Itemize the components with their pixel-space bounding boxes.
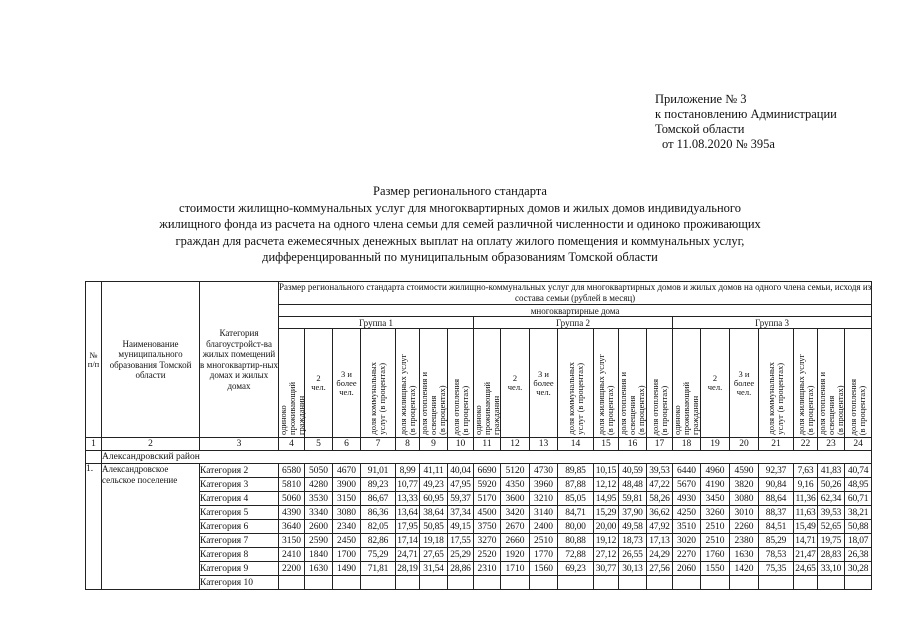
header-standard: Размер регионального стандарта стоимости жилищно-коммунальных услуг для многоквартирных домов и жилых домов на одного члена семьи, исходя из состава семьи (рублей в месяц) (279, 282, 872, 303)
value-cell: 19,18 (420, 534, 448, 548)
category-cell: Категория 5 (200, 506, 279, 520)
value-cell: 1550 (701, 562, 730, 576)
column-number: 7 (361, 438, 396, 451)
subheader-label: одиноко проживающий гражданин (278, 382, 306, 435)
value-cell: 40,74 (845, 464, 872, 478)
value-cell: 49,15 (448, 520, 474, 534)
value-cell: 2400 (530, 520, 558, 534)
value-cell: 1710 (501, 562, 530, 576)
value-cell: 3080 (730, 492, 759, 506)
value-cell: 6440 (673, 464, 701, 478)
value-cell (501, 576, 530, 590)
column-number: 8 (396, 438, 420, 451)
value-cell: 59,37 (448, 492, 474, 506)
value-cell: 24,71 (397, 549, 418, 560)
value-cell: 17,13 (647, 534, 673, 548)
column-number: 18 (673, 438, 701, 451)
column-number: 5 (305, 438, 333, 451)
category-cell: Категория 6 (200, 520, 279, 534)
value-cell: 71,81 (361, 562, 396, 576)
column-number: 6 (333, 438, 361, 451)
value-cell: 2510 (701, 520, 730, 534)
subheader-g1-heating-lighting-share (420, 329, 448, 438)
value-cell (730, 576, 759, 590)
value-cell (558, 576, 594, 590)
value-cell: 2340 (333, 520, 361, 534)
value-cell: 50,88 (845, 520, 872, 534)
value-cell: 37,90 (619, 506, 647, 520)
value-cell: 27,65 (420, 548, 448, 562)
value-cell: 2200 (279, 562, 305, 576)
district-name: Александровский район (102, 451, 872, 464)
category-cell: Категория 3 (200, 478, 279, 492)
value-cell: 5920 (474, 478, 501, 492)
value-cell: 5670 (673, 478, 701, 492)
value-cell: 14,95 (594, 492, 619, 506)
value-cell: 52,65 (818, 520, 845, 534)
subheader-label: доля отопления (в процентах) (649, 378, 669, 435)
settlement-name: Александровское сельское поселение (102, 464, 200, 590)
header-category: Категория благоустройст-ва жилых помещений в многоквартир-ных домах и жилых домах (200, 282, 279, 438)
value-cell: 5060 (279, 492, 305, 506)
value-cell: 89,23 (361, 478, 396, 492)
value-cell: 49,58 (619, 520, 647, 534)
value-cell: 10,77 (397, 479, 418, 490)
value-cell: 4960 (701, 464, 730, 478)
value-cell: 2410 (279, 548, 305, 562)
value-cell: 17,95 (397, 521, 418, 532)
value-cell: 2260 (730, 520, 759, 534)
value-cell: 26,55 (619, 548, 647, 562)
value-cell: 4930 (673, 492, 701, 506)
header-group-2: Группа 2 (474, 317, 673, 329)
subheader-g3-heating-lighting-share (818, 329, 845, 438)
value-cell: 90,84 (759, 478, 794, 492)
value-cell: 4390 (279, 506, 305, 520)
value-cell: 1840 (305, 548, 333, 562)
value-cell: 47,92 (647, 520, 673, 534)
value-cell: 87,88 (558, 478, 594, 492)
value-cell: 30,28 (845, 562, 872, 576)
value-cell: 2060 (673, 562, 701, 576)
value-cell: 4670 (333, 464, 361, 478)
value-cell: 4250 (673, 506, 701, 520)
subheader-label: доля коммунальных услуг (в процентах) (766, 362, 785, 435)
column-number: 16 (619, 438, 647, 451)
value-cell: 41,11 (420, 464, 448, 478)
value-cell: 2600 (305, 520, 333, 534)
value-cell: 14,71 (795, 535, 816, 546)
category-cell: Категория 9 (200, 562, 279, 576)
column-number: 13 (530, 438, 558, 451)
value-cell: 24,65 (795, 563, 816, 574)
value-cell: 8,99 (396, 464, 420, 478)
value-cell: 5810 (279, 478, 305, 492)
column-number: 10 (448, 438, 474, 451)
table-row (86, 520, 872, 534)
value-cell: 3020 (673, 534, 701, 548)
value-cell: 18,07 (845, 534, 872, 548)
value-cell: 1630 (730, 548, 759, 562)
value-cell (701, 576, 730, 590)
value-cell: 72,88 (558, 548, 594, 562)
subheader-g3-single (673, 329, 701, 438)
value-cell: 2590 (305, 534, 333, 548)
category-cell: Категория 8 (200, 548, 279, 562)
value-cell: 85,29 (759, 534, 794, 548)
value-cell: 9,16 (794, 478, 818, 492)
column-number: 12 (501, 438, 530, 451)
subheader-g3-three: 3 и более чел. (730, 329, 759, 438)
value-cell: 2450 (333, 534, 361, 548)
subheader-label: доля отопления (в процентах) (450, 378, 470, 435)
subheader-label: доля отопления (в процентах) (848, 378, 868, 435)
subheader-g2-two: 2 чел. (501, 329, 530, 438)
value-cell: 6690 (474, 464, 501, 478)
value-cell: 48,95 (845, 478, 872, 492)
subheader-g2-housing-share (594, 329, 619, 438)
column-number: 17 (647, 438, 673, 451)
value-cell: 13,33 (397, 493, 418, 504)
table-row (86, 576, 872, 590)
subheader-g1-single (279, 329, 305, 438)
value-cell: 28,19 (397, 563, 418, 574)
value-cell: 2310 (474, 562, 501, 576)
value-cell: 4190 (701, 478, 730, 492)
value-cell (474, 576, 501, 590)
header-group-3: Группа 3 (673, 317, 872, 329)
value-cell: 69,23 (558, 562, 594, 576)
table-row (86, 464, 872, 478)
subheader-g3-heating-share (845, 329, 872, 438)
value-cell (594, 576, 619, 590)
subheader-label: доля жилищных услуг (в процентах) (397, 353, 417, 435)
subheader-g1-two: 2 чел. (305, 329, 333, 438)
value-cell: 84,51 (759, 520, 794, 534)
subheader-g3-two: 2 чел. (701, 329, 730, 438)
subheader-label: одиноко проживающий гражданин (672, 382, 700, 435)
value-cell: 1770 (530, 548, 558, 562)
value-cell: 60,71 (845, 492, 872, 506)
value-cell: 1420 (730, 562, 759, 576)
column-number: 2 (102, 438, 200, 451)
value-cell: 2510 (701, 534, 730, 548)
title-line-1: Размер регионального стандарта (373, 184, 547, 198)
value-cell: 88,37 (759, 506, 794, 520)
value-cell (448, 576, 474, 590)
value-cell: 84,71 (558, 506, 594, 520)
value-cell: 80,88 (558, 534, 594, 548)
value-cell: 91,01 (361, 464, 396, 478)
value-cell: 27,56 (647, 562, 673, 576)
value-cell (759, 576, 794, 590)
category-cell: Категория 10 (200, 576, 279, 590)
value-cell: 1630 (305, 562, 333, 576)
value-cell (305, 576, 333, 590)
value-cell: 3150 (333, 492, 361, 506)
value-cell: 3150 (279, 534, 305, 548)
value-cell: 60,95 (420, 492, 448, 506)
value-cell: 36,62 (647, 506, 673, 520)
value-cell: 19,75 (818, 534, 845, 548)
value-cell: 1490 (333, 562, 361, 576)
value-cell: 3750 (474, 520, 501, 534)
value-cell: 3340 (305, 506, 333, 520)
settlement-index: 1. (86, 464, 102, 590)
value-cell: 49,23 (420, 478, 448, 492)
column-number: 20 (730, 438, 759, 451)
subheader-g1-communal-share (361, 329, 396, 438)
category-cell: Категория 2 (200, 464, 279, 478)
value-cell: 21,47 (795, 549, 816, 560)
value-cell: 48,48 (619, 478, 647, 492)
table-row (86, 478, 872, 492)
value-cell (361, 576, 396, 590)
table-row (86, 506, 872, 520)
value-cell: 4500 (474, 506, 501, 520)
value-cell: 1920 (501, 548, 530, 562)
value-cell (333, 576, 361, 590)
column-number-row (86, 438, 872, 451)
value-cell: 3510 (673, 520, 701, 534)
value-cell (619, 576, 647, 590)
value-cell: 27,12 (594, 548, 619, 562)
column-number: 24 (845, 438, 872, 451)
value-cell: 58,26 (647, 492, 673, 506)
title-line-5: дифференцированный по муниципальным образованиям Томской области (262, 250, 658, 264)
document-title (100, 183, 820, 266)
value-cell: 1760 (701, 548, 730, 562)
value-cell: 3270 (474, 534, 501, 548)
standards-table (85, 281, 872, 590)
value-cell: 92,37 (759, 464, 794, 478)
title-line-3: жилищного фонда из расчета на одного члена семьи для семей различной численности и одиноко проживающих (159, 217, 761, 231)
value-cell: 30,77 (594, 562, 619, 576)
value-cell: 4280 (305, 478, 333, 492)
column-number: 22 (794, 438, 818, 451)
value-cell: 31,54 (420, 562, 448, 576)
value-cell: 80,00 (558, 520, 594, 534)
value-cell (647, 576, 673, 590)
value-cell: 3080 (333, 506, 361, 520)
value-cell: 20,00 (594, 520, 619, 534)
value-cell (794, 576, 818, 590)
value-cell: 2520 (474, 548, 501, 562)
column-number: 3 (200, 438, 279, 451)
value-cell: 40,04 (448, 464, 474, 478)
value-cell (420, 576, 448, 590)
value-cell: 39,53 (647, 464, 673, 478)
column-number: 15 (594, 438, 619, 451)
title-line-4: граждан для расчета ежемесячных денежных выплат на оплату жилого помещения и коммунальных услуг, (175, 233, 745, 248)
value-cell: 30,13 (619, 562, 647, 576)
appendix-line-4: от 11.08.2020 № 395а (662, 137, 775, 151)
value-cell: 2660 (501, 534, 530, 548)
value-cell: 86,36 (361, 506, 396, 520)
value-cell: 4730 (530, 464, 558, 478)
subheader-label: доля отопления и освещения (в процентах) (419, 372, 447, 435)
value-cell (818, 576, 845, 590)
value-cell (530, 576, 558, 590)
value-cell: 89,85 (558, 464, 594, 478)
value-cell: 38,64 (420, 506, 448, 520)
value-cell: 11,63 (795, 507, 816, 518)
value-cell: 15,49 (795, 521, 816, 532)
value-cell: 62,34 (818, 492, 845, 506)
value-cell: 2270 (673, 548, 701, 562)
subheader-g1-heating-share (448, 329, 474, 438)
subheader-label: одиноко проживающий гражданин (473, 382, 501, 435)
value-cell: 85,05 (558, 492, 594, 506)
subheader-g3-housing-share (794, 329, 818, 438)
value-cell: 1700 (333, 548, 361, 562)
table-row (86, 534, 872, 548)
column-number: 1 (86, 438, 102, 451)
value-cell: 3530 (305, 492, 333, 506)
value-cell: 40,59 (619, 464, 647, 478)
value-cell: 7,63 (794, 464, 818, 478)
value-cell: 10,15 (594, 464, 619, 478)
value-cell: 17,14 (397, 535, 418, 546)
header-building-type: многоквартирные дома (279, 305, 872, 317)
subheader-g2-heating-lighting-share (619, 329, 647, 438)
value-cell: 59,81 (619, 492, 647, 506)
value-cell: 13,64 (397, 507, 418, 518)
value-cell: 2670 (501, 520, 530, 534)
table-row (86, 548, 872, 562)
value-cell: 2510 (530, 534, 558, 548)
value-cell: 3260 (701, 506, 730, 520)
value-cell: 82,05 (361, 520, 396, 534)
appendix-line-3: Томской области (655, 122, 745, 136)
subheader-label: доля коммунальных услуг (в процентах) (565, 362, 585, 435)
appendix-block (655, 92, 837, 152)
column-number: 9 (420, 438, 448, 451)
value-cell (279, 576, 305, 590)
subheader-g3-communal-share (759, 329, 794, 438)
value-cell: 75,29 (361, 548, 396, 562)
value-cell: 1560 (530, 562, 558, 576)
value-cell: 3210 (530, 492, 558, 506)
value-cell: 82,86 (361, 534, 396, 548)
table-row (86, 562, 872, 576)
value-cell: 50,26 (818, 478, 845, 492)
subheader-g2-single (474, 329, 501, 438)
value-cell: 50,85 (420, 520, 448, 534)
value-cell: 38,21 (845, 506, 872, 520)
value-cell: 3420 (501, 506, 530, 520)
category-cell: Категория 7 (200, 534, 279, 548)
column-number: 23 (818, 438, 845, 451)
value-cell: 3820 (730, 478, 759, 492)
value-cell: 41,83 (818, 464, 845, 478)
value-cell (673, 576, 701, 590)
value-cell: 26,38 (845, 548, 872, 562)
value-cell: 5120 (501, 464, 530, 478)
value-cell: 75,35 (759, 562, 794, 576)
value-cell: 6580 (279, 464, 305, 478)
value-cell: 12,12 (594, 478, 619, 492)
value-cell: 88,64 (759, 492, 794, 506)
subheader-g2-communal-share (558, 329, 594, 438)
value-cell (845, 576, 872, 590)
value-cell: 11,36 (795, 493, 816, 504)
value-cell: 33,10 (818, 562, 845, 576)
subheader-label: доля жилищных услуг (в процентах) (596, 353, 615, 435)
district-index-cell (86, 451, 102, 464)
value-cell: 2380 (730, 534, 759, 548)
value-cell: 3010 (730, 506, 759, 520)
appendix-line-2: к постановлению Администрации (655, 107, 837, 121)
value-cell: 25,29 (448, 548, 474, 562)
value-cell: 86,67 (361, 492, 396, 506)
value-cell: 5170 (474, 492, 501, 506)
header-index: № п/п (86, 282, 102, 438)
value-cell: 3450 (701, 492, 730, 506)
value-cell: 3140 (530, 506, 558, 520)
value-cell: 3600 (501, 492, 530, 506)
value-cell: 78,53 (759, 548, 794, 562)
value-cell: 3960 (530, 478, 558, 492)
value-cell: 3640 (279, 520, 305, 534)
subheader-g2-three: 3 и более чел. (530, 329, 558, 438)
value-cell: 5050 (305, 464, 333, 478)
header-municipality: Наименование муниципального образования Томской области (102, 282, 200, 438)
category-cell: Категория 4 (200, 492, 279, 506)
column-number: 11 (474, 438, 501, 451)
subheader-label: доля отопления и освещения (в процентах) (817, 372, 845, 435)
subheader-g2-heating-share (647, 329, 673, 438)
column-number: 14 (558, 438, 594, 451)
appendix-line-1: Приложение № 3 (655, 92, 747, 106)
value-cell: 47,95 (448, 478, 474, 492)
value-cell: 18,73 (619, 534, 647, 548)
subheader-g1-three: 3 и более чел. (333, 329, 361, 438)
value-cell: 37,34 (448, 506, 474, 520)
title-line-2: стоимости жилищно-коммунальных услуг для многоквартирных домов и жилых домов индивидуального (179, 200, 741, 215)
column-number: 4 (279, 438, 305, 451)
header-group-1: Группа 1 (279, 317, 474, 329)
value-cell: 4350 (501, 478, 530, 492)
value-cell: 19,12 (594, 534, 619, 548)
value-cell: 28,86 (448, 562, 474, 576)
subheader-label: доля коммунальных услуг (в процентах) (368, 362, 387, 435)
value-cell: 28,83 (818, 548, 845, 562)
value-cell: 39,53 (818, 506, 845, 520)
value-cell: 47,22 (647, 478, 673, 492)
value-cell (396, 576, 420, 590)
value-cell: 15,29 (594, 506, 619, 520)
value-cell: 24,29 (647, 548, 673, 562)
column-number: 21 (759, 438, 794, 451)
value-cell: 17,55 (448, 534, 474, 548)
subheader-label: доля отопления и освещения (в процентах) (618, 372, 646, 435)
value-cell: 4590 (730, 464, 759, 478)
value-cell: 3900 (333, 478, 361, 492)
subheader-g1-housing-share (396, 329, 420, 438)
table-row (86, 492, 872, 506)
district-row (86, 451, 872, 464)
subheader-label: доля жилищных услуг (в процентах) (795, 353, 815, 435)
column-number: 19 (701, 438, 730, 451)
